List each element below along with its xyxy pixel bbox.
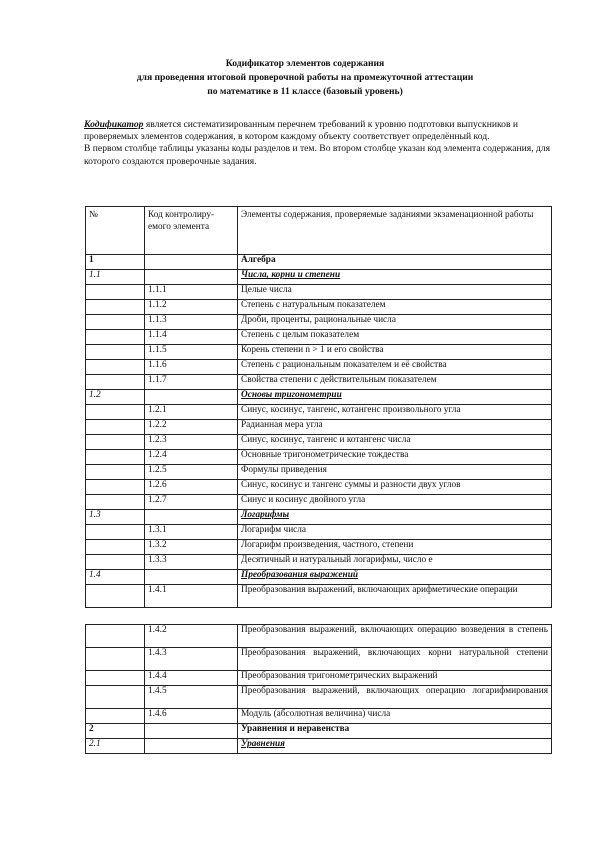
table-row [86, 465, 552, 480]
row-number-cell: 2 [86, 724, 145, 739]
header-number: № [86, 207, 145, 255]
row-code-cell: 1.2.1 [145, 405, 238, 420]
row-content-cell: Свойства степени с действительным показателем [238, 375, 552, 390]
document-title-line-3: по математике в 11 классе (базовый уровень) [207, 86, 403, 97]
table-row [86, 255, 552, 270]
row-code-cell: 1.3.2 [145, 540, 238, 555]
row-content-cell: Алгебра [238, 255, 552, 270]
row-code-cell: 1.2.2 [145, 420, 238, 435]
row-number-cell [86, 465, 145, 480]
row-code-cell: 1.1.3 [145, 315, 238, 330]
row-code-cell: 1.4.5 [145, 686, 238, 709]
row-code-cell [145, 510, 238, 525]
row-number-cell [86, 375, 145, 390]
row-code-cell: 1.1.7 [145, 375, 238, 390]
intro-lead-term: Кодификатор [84, 119, 144, 130]
codifier-table-continued [85, 624, 552, 754]
row-number-cell [86, 648, 145, 671]
table-row [86, 671, 552, 686]
table-row [86, 540, 552, 555]
table-row [86, 724, 552, 739]
row-number-cell [86, 420, 145, 435]
row-content-cell: Синус, косинус, тангенс и котангенс числа [238, 435, 552, 450]
row-number-cell: 1.2 [86, 390, 145, 405]
row-content-cell: Дроби, проценты, рациональные числа [238, 315, 552, 330]
row-content-cell: Корень степени n > 1 и его свойства [238, 345, 552, 360]
row-code-cell [145, 724, 238, 739]
table-row [86, 709, 552, 724]
row-content-cell: Преобразования выражений, включающих арифметические операции [238, 585, 552, 608]
row-number-cell [86, 405, 145, 420]
row-code-cell: 1.2.3 [145, 435, 238, 450]
row-number-cell [86, 435, 145, 450]
row-number-cell [86, 330, 145, 345]
table-header-row [86, 207, 552, 255]
row-code-cell: 1.2.4 [145, 450, 238, 465]
row-number-cell: 1.3 [86, 510, 145, 525]
table-row [86, 360, 552, 375]
row-code-cell [145, 390, 238, 405]
table-row [86, 330, 552, 345]
row-content-cell: Формулы приведения [238, 465, 552, 480]
row-content-cell: Степень с целым показателем [238, 330, 552, 345]
row-content-cell: Логарифм числа [238, 525, 552, 540]
row-content-cell: Логарифмы [238, 510, 552, 525]
table-row [86, 390, 552, 405]
row-number-cell [86, 540, 145, 555]
row-code-cell: 1.3.3 [145, 555, 238, 570]
row-code-cell: 1.3.1 [145, 525, 238, 540]
codifier-table [85, 206, 552, 608]
row-code-cell: 1.1.5 [145, 345, 238, 360]
row-content-cell: Степень с рациональным показателем и её свойства [238, 360, 552, 375]
table-row [86, 648, 552, 671]
row-code-cell: 1.2.7 [145, 495, 238, 510]
table-row [86, 495, 552, 510]
row-code-cell: 1.4.1 [145, 585, 238, 608]
row-content-cell: Радианная мера угла [238, 420, 552, 435]
row-code-cell [145, 270, 238, 285]
row-code-cell [145, 570, 238, 585]
row-number-cell [86, 315, 145, 330]
table-row [86, 625, 552, 648]
row-content-cell: Преобразования выражений, включающих операцию логарифмирования [238, 686, 552, 709]
row-content-cell: Преобразования тригонометрических выражений [238, 671, 552, 686]
row-content-cell: Основные тригонометрические тождества [238, 450, 552, 465]
row-code-cell [145, 255, 238, 270]
row-number-cell: 1 [86, 255, 145, 270]
table-row [86, 420, 552, 435]
row-content-cell: Преобразования выражений [238, 570, 552, 585]
row-number-cell: 2.1 [86, 739, 145, 754]
row-number-cell [86, 345, 145, 360]
row-number-cell [86, 450, 145, 465]
header-code: Код контролиру-емого элемента [145, 207, 238, 255]
row-code-cell: 1.1.1 [145, 285, 238, 300]
row-content-cell: Модуль (абсолютная величина) числа [238, 709, 552, 724]
table-row [86, 270, 552, 285]
row-code-cell [145, 739, 238, 754]
row-number-cell: 1.4 [86, 570, 145, 585]
intro-paragraph-2: В первом столбце таблицы указаны коды разделов и тем. Во втором столбце указан код элемента содержания, для которого создаются проверочные задания. [84, 143, 551, 167]
row-code-cell: 1.4.6 [145, 709, 238, 724]
table-row [86, 315, 552, 330]
row-number-cell [86, 300, 145, 315]
document-title-line-2: для проведения итоговой проверочной работы на промежуточной аттестации [136, 72, 474, 83]
row-code-cell: 1.4.4 [145, 671, 238, 686]
row-content-cell: Целые числа [238, 285, 552, 300]
row-code-cell: 1.4.3 [145, 648, 238, 671]
table-row [86, 525, 552, 540]
row-content-cell: Уравнения и неравенства [238, 724, 552, 739]
table-row [86, 585, 552, 608]
row-code-cell: 1.2.6 [145, 480, 238, 495]
row-number-cell [86, 285, 145, 300]
table-row [86, 375, 552, 390]
row-number-cell [86, 495, 145, 510]
table-row [86, 435, 552, 450]
row-content-cell: Синус, косинус, тангенс, котангенс произвольного угла [238, 405, 552, 420]
row-content-cell: Синус и косинус двойного угла [238, 495, 552, 510]
row-number-cell [86, 671, 145, 686]
row-code-cell: 1.4.2 [145, 625, 238, 648]
table-row [86, 450, 552, 465]
row-content-cell: Степень с натуральным показателем [238, 300, 552, 315]
table-row [86, 285, 552, 300]
intro-paragraph-1-text: является систематизированным перечнем требований к уровню подготовки выпускников и проверяемых элементов содержания, в котором каждому объекту соответствует определённый код. [84, 119, 519, 143]
table-row [86, 510, 552, 525]
row-code-cell: 1.1.6 [145, 360, 238, 375]
table-row [86, 480, 552, 495]
row-content-cell: Преобразования выражений, включающих операцию возведения в степень [238, 625, 552, 648]
row-number-cell [86, 686, 145, 709]
row-number-cell [86, 360, 145, 375]
row-number-cell [86, 709, 145, 724]
table-row [86, 300, 552, 315]
row-number-cell [86, 625, 145, 648]
row-number-cell: 1.1 [86, 270, 145, 285]
row-content-cell: Преобразования выражений, включающих корни натуральной степени [238, 648, 552, 671]
table-row [86, 345, 552, 360]
row-content-cell: Десятичный и натуральный логарифмы, число e [238, 555, 552, 570]
row-content-cell: Логарифм произведения, частного, степени [238, 540, 552, 555]
table-row [86, 739, 552, 754]
table-row [86, 555, 552, 570]
row-number-cell [86, 585, 145, 608]
table-row [86, 686, 552, 709]
document-title-line-1: Кодификатор элементов содержания [225, 58, 385, 69]
intro-text [84, 119, 556, 168]
row-number-cell [86, 555, 145, 570]
table-row [86, 570, 552, 585]
table-row [86, 405, 552, 420]
row-content-cell: Синус, косинус и тангенс суммы и разности двух углов [238, 480, 552, 495]
row-content-cell: Уравнения [238, 739, 552, 754]
header-elements: Элементы содержания, проверяемые заданиями экзаменационной работы [238, 207, 552, 255]
row-number-cell [86, 480, 145, 495]
row-content-cell: Основы тригонометрии [238, 390, 552, 405]
row-number-cell [86, 525, 145, 540]
intro-paragraph-1 [84, 119, 556, 143]
row-content-cell: Числа, корни и степени [238, 270, 552, 285]
row-code-cell: 1.2.5 [145, 465, 238, 480]
row-code-cell: 1.1.4 [145, 330, 238, 345]
row-code-cell: 1.1.2 [145, 300, 238, 315]
